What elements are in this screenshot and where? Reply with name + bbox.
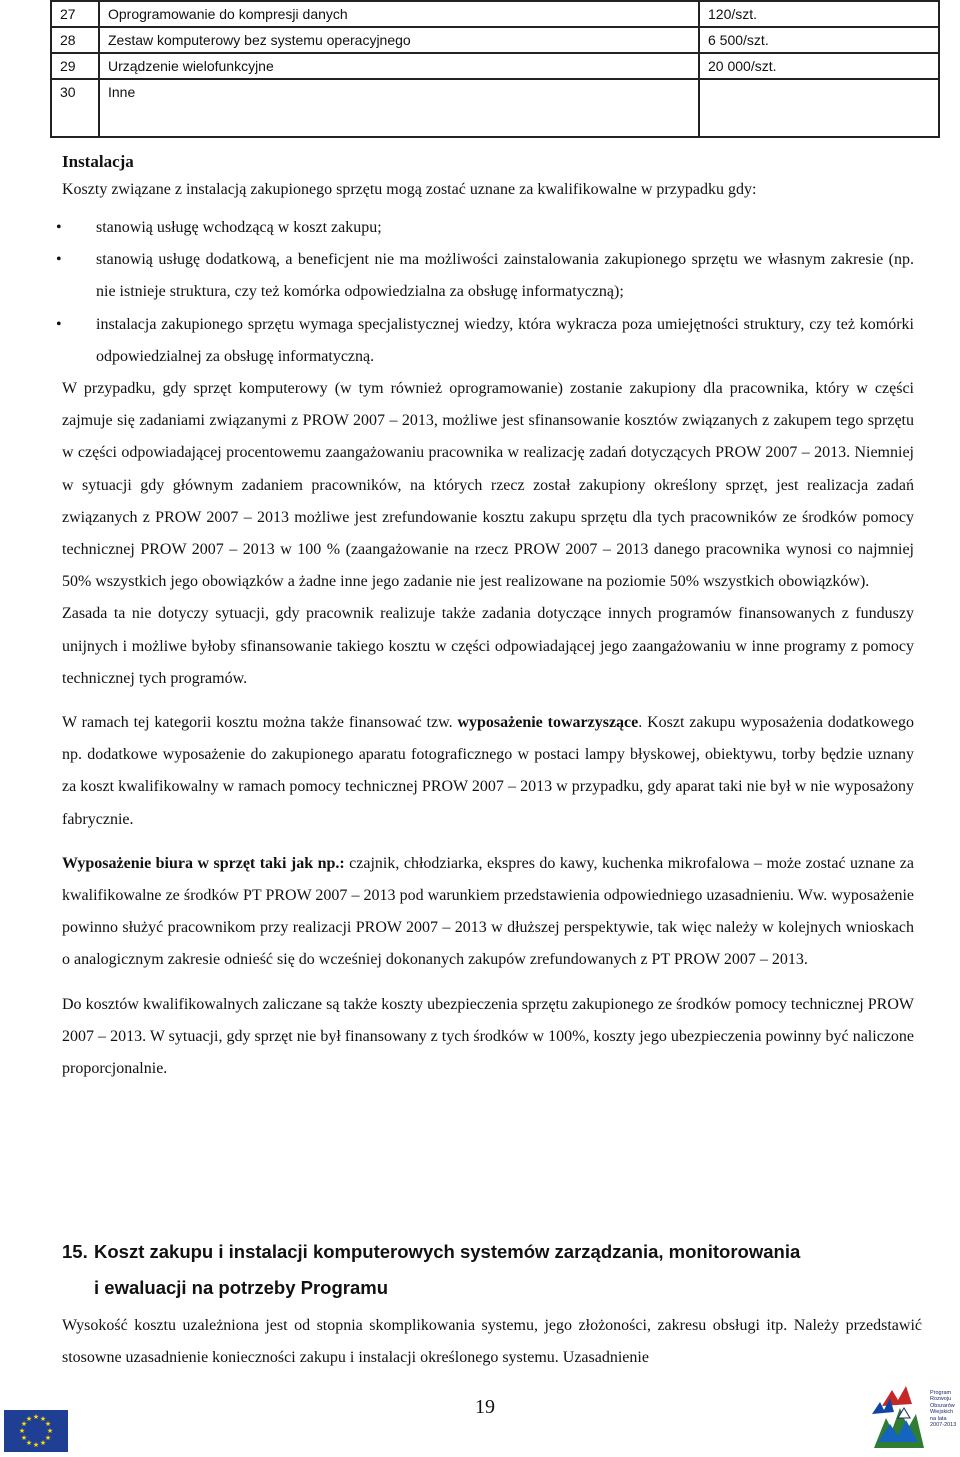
bullet-item: [56, 212, 914, 244]
svg-text:★: ★: [44, 1434, 52, 1442]
row-price: [699, 79, 939, 137]
svg-text:★: ★: [25, 1439, 33, 1447]
section-number: 15.: [62, 1241, 88, 1262]
row-name: Zestaw komputerowy bez systemu operacyjnego: [99, 27, 699, 53]
row-number: 30: [51, 79, 99, 137]
row-price: 20 000/szt.: [699, 53, 939, 79]
installation-heading: Instalacja: [62, 152, 134, 171]
paragraph: [62, 848, 914, 977]
row-name: Inne: [99, 79, 699, 137]
svg-text:★: ★: [20, 1420, 28, 1428]
paragraph: W przypadku, gdy sprzęt komputerowy (w tym również oprogramowanie) zostanie zakupiony dla pracownika, który w części zajmuje się zadaniami związanymi z PROW 2007 – 2013, możliwe jest sfinansowanie kosztów związanych z zakupem tego sprzętu w części odpowiadającej procentowemu zaangażowaniu pracownika w realizację zadań dotyczących PROW 2007 – 2013. Niemniej w sytuacji gdy głównym zadaniem pracowników, na których rzecz został zakupiony określony sprzęt, jest realizacja zadań związanych z PROW 2007 – 2013 możliwe jest zrefundowanie kosztu zakupu sprzętu dla tych pracowników ze środków pomocy technicznej PROW 2007 – 2013 w 100 % (zaangażowanie na rzecz PROW 2007 – 2013 danego pracownika wynosi co najmniej 50% wszystkich jego obowiązków a żadne inne jego zadanie nie jest realizowane na poziomie 50% wszystkich obowiązków).: [62, 380, 914, 591]
paragraph: Do kosztów kwalifikowalnych zaliczane są także koszty ubezpieczenia sprzętu zakupionego ze środków pomocy technicznej PROW 2007 – 2013. W sytuacji, gdy sprzęt nie był finansowany z tych środków w 100%, koszty jego ubezpieczenia powinny być naliczone proporcjonalnie.: [62, 995, 914, 1078]
svg-text:★: ★: [18, 1427, 26, 1435]
logo-text-line: Obszarów: [930, 1402, 955, 1409]
text-run: . Koszt zakupu wyposażenia dodatkowego np. dodatkowe wyposażenie do zakupionego aparatu fotograficznego w postaci lampy błyskowej, obiektywu, torby będzie uznany za koszt kwalifikowalny w ramach pomocy technicznej PROW 2007 – 2013 w przypadku, gdy aparat taki nie był w nie wyposażony fabrycznie.: [62, 714, 914, 828]
logo-text-line: Program: [930, 1390, 952, 1396]
row-price: 6 500/szt.: [699, 27, 939, 53]
row-number: 29: [51, 53, 99, 79]
row-number: 28: [51, 27, 99, 53]
section-15: [62, 1234, 922, 1374]
cost-table: [50, 0, 940, 138]
row-number: 27: [51, 1, 99, 27]
svg-text:★: ★: [46, 1427, 54, 1435]
row-name: Oprogramowanie do kompresji danych: [99, 1, 699, 27]
table-row: [51, 27, 939, 53]
eu-flag-icon: [4, 1410, 68, 1452]
bullet-text: stanowią usługę wchodzącą w koszt zakupu;: [96, 219, 382, 236]
table-row: [51, 53, 939, 79]
paragraph: Zasada ta nie dotyczy sytuacji, gdy pracownik realizuje także zadania dotyczące innych programów finansowanych z funduszy unijnych i możliwe byłoby sfinansowanie takiego kosztu w części odpowiadającej jego zaangażowaniu w inne programy z pomocy technicznej tych programów.: [62, 605, 914, 687]
logo-text-line: Rozwoju: [930, 1396, 952, 1403]
svg-text:★: ★: [20, 1434, 28, 1442]
svg-text:★: ★: [39, 1439, 47, 1447]
bold-term: Wyposażenie biura w sprzęt taki jak np.:: [62, 854, 345, 872]
page-number: 19: [475, 1396, 495, 1418]
logo-text-line: na lata 2007-2013: [930, 1415, 957, 1429]
svg-text:★: ★: [39, 1415, 47, 1423]
bullet-item: [56, 244, 914, 308]
text-run: czajnik, chłodziarka, ekspres do kawy, kuchenka mikrofalowa – może zostać uznane za kwalifikowalne ze środków PT PROW 2007 – 2013 pod warunkiem przedstawienia odpowiedniego uzasadnieniu. Ww. wyposażenie powinno służyć pracownikom przy realizacji PROW 2007 – 2013 w dłuższej perspektywie, tak więc należy w kolejnych wnioskach o analogicznym zakresie odnieść się do wcześniej dokonanych zakupów zrefundowanych z PT PROW 2007 – 2013.: [62, 854, 914, 969]
installation-intro: Koszty związane z instalacją zakupionego sprzętu mogą zostać uznane za kwalifikowalne w przypadku gdy:: [62, 181, 757, 198]
document-body: [56, 148, 914, 1085]
section-text: Wysokość kosztu uzależniona jest od stopnia skomplikowania systemu, jego złożoności, zakresu obsługi itp. Należy przedstawić stosowne uzasadnienie konieczności zakupu i instalacji określonego systemu. Uzasadnienie: [62, 1317, 922, 1367]
bullet-icon: •: [56, 251, 62, 269]
bullet-text: stanowią usługę dodatkową, a beneficjent nie ma możliwości zainstalowania zakupionego sprzętu we własnym zakresie (np. nie istnieje struktura, czy też komórka odpowiedzialna za obsługę informatyczną);: [96, 251, 914, 301]
svg-text:★: ★: [32, 1413, 40, 1421]
table-row: [51, 79, 939, 137]
bullet-icon: •: [56, 219, 62, 236]
bullet-item: [56, 309, 914, 373]
paragraph: [62, 707, 914, 836]
table-row: [51, 1, 939, 27]
row-name: Urządzenie wielofunkcyjne: [99, 53, 699, 79]
section-title-line2: i ewaluacji na potrzeby Programu: [94, 1277, 389, 1298]
bullet-text: instalacja zakupionego sprzętu wymaga specjalistycznej wiedzy, która wykracza poza umiejętności struktury, czy też komórki odpowiedzialnej za obsługę informatyczną.: [96, 315, 914, 365]
bold-term: wyposażenie towarzyszące: [457, 714, 639, 732]
logo-text-line: Wiejskich: [930, 1409, 954, 1416]
row-price: 120/szt.: [699, 1, 939, 27]
text-run: W ramach tej kategorii kosztu można także finansować tzw.: [62, 714, 458, 732]
svg-text:★: ★: [44, 1420, 52, 1428]
section-title: [62, 1234, 922, 1306]
bullet-icon: •: [56, 315, 62, 333]
prow-logo-text: [930, 1390, 960, 1428]
svg-text:★: ★: [32, 1441, 40, 1449]
section-title-line1: Koszt zakupu i instalacji komputerowych systemów zarządzania, monitorowania: [94, 1241, 801, 1262]
svg-text:★: ★: [25, 1415, 33, 1423]
